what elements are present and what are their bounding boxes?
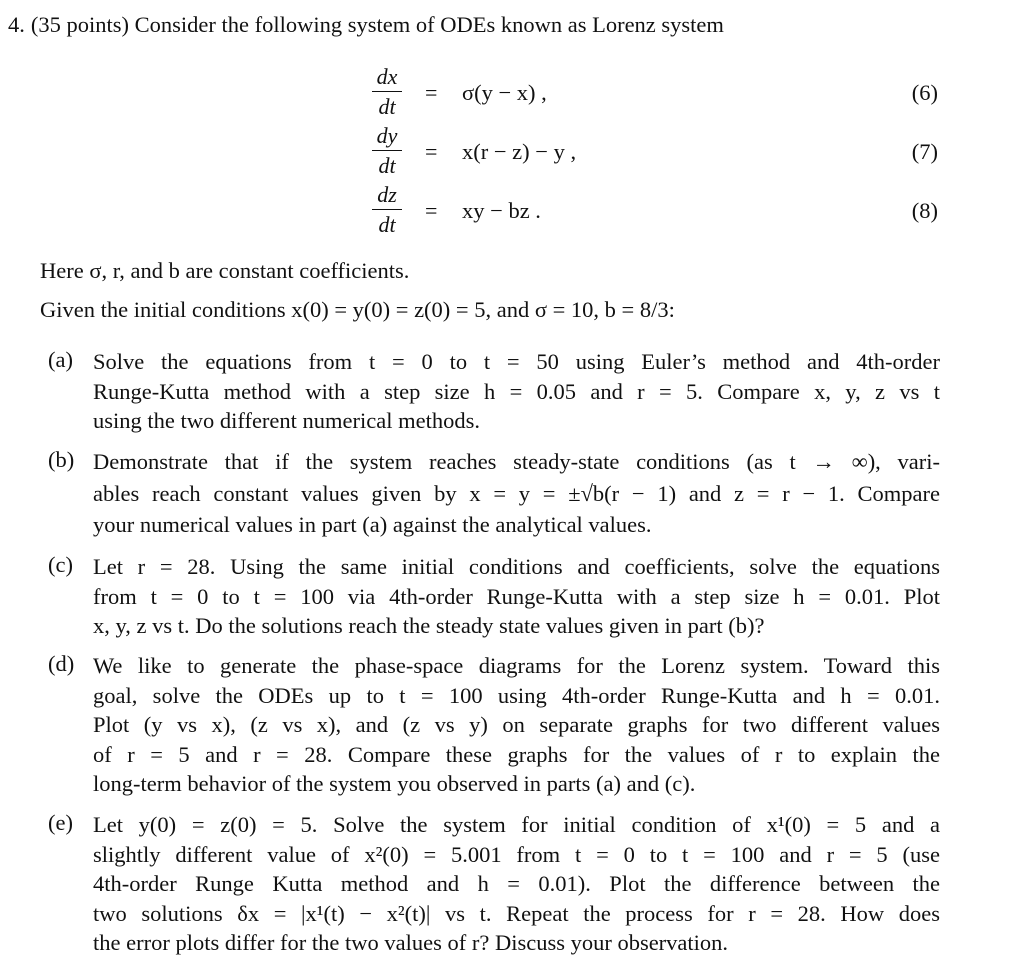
text-line: x, y, z vs t. Do the solutions reach the steady state values given in part (b)? — [93, 613, 765, 639]
text-line: 4th-order Runge Kutta method and h = 0.01). Plot the difference between the — [93, 871, 940, 897]
part-text — [93, 810, 940, 958]
equation-lhs — [372, 64, 402, 120]
equals-sign: = — [425, 80, 438, 105]
equation-lhs — [372, 123, 402, 179]
problem-header — [8, 12, 724, 38]
fraction-bar — [372, 150, 402, 151]
text-line: two solutions δx = |x¹(t) − x²(t)| vs t. Repeat the process for r = 28. How does — [93, 900, 940, 926]
text-line: Let r = 28. Using the same initial conditions and coefficients, solve the equations — [93, 554, 940, 579]
text-line: Let y(0) = z(0) = 5. Solve the system for initial condition of x¹(0) = 5 and a — [93, 812, 940, 837]
text-line: from t = 0 to t = 100 via 4th-order Runge-Kutta with a step size h = 0.01. Plot — [93, 583, 940, 609]
part-text — [93, 447, 940, 539]
text-line: your numerical values in part (a) against the analytical values. — [93, 511, 652, 537]
equation-lhs — [372, 182, 402, 238]
text-line: of r = 5 and r = 28. Compare these graphs for the values of r to explain the — [93, 741, 940, 767]
text-line: the error plots differ for the two values of r? Discuss your observation. — [93, 930, 729, 956]
fraction-denominator: dt — [378, 153, 396, 178]
equation-7 — [0, 123, 1024, 183]
equation-8 — [0, 182, 1024, 242]
text-line: ables reach constant values given by x = y = ±√b(r − 1) and z = r − 1. Compare — [93, 480, 940, 506]
equation-rhs: x(r − z) − y , — [462, 139, 577, 164]
text-line: long-term behavior of the system you observed in parts (a) and (c). — [93, 771, 696, 797]
text-line: slightly different value of x²(0) = 5.001 from t = 0 to t = 100 and r = 5 (use — [93, 841, 940, 867]
equation-rhs: σ(y − x) , — [462, 80, 547, 105]
part-text — [93, 651, 940, 799]
text-line: goal, solve the ODEs up to t = 100 using 4th-order Runge-Kutta and h = 0.01. — [93, 682, 940, 708]
equation-6 — [0, 64, 1024, 124]
fraction-numerator: dx — [376, 64, 398, 89]
equation-rhs: xy − bz . — [462, 198, 541, 223]
text-line: We like to generate the phase-space diagrams for the Lorenz system. Toward this — [93, 653, 940, 678]
equation-number: (7) — [911, 139, 938, 164]
text-line: Demonstrate that if the system reaches steady-state conditions (as t → ∞), vari- — [93, 449, 940, 474]
part-label: (e) — [48, 810, 73, 835]
part-text — [93, 552, 940, 641]
part-label: (b) — [48, 447, 75, 472]
text-line: Runge-Kutta method with a step size h = 0.05 and r = 5. Compare x, y, z vs t — [93, 378, 940, 404]
equals-sign: = — [425, 198, 438, 223]
problem-title: (35 points) Consider the following system of ODEs known as Lorenz system — [30, 12, 724, 37]
problem-number: 4. — [8, 12, 25, 37]
initial-conditions: Given the initial conditions x(0) = y(0) = z(0) = 5, and σ = 10, b = 8/3: — [40, 297, 675, 322]
equals-sign: = — [425, 139, 438, 164]
part-text — [93, 347, 940, 436]
fraction-bar — [372, 209, 402, 210]
fraction-numerator: dy — [376, 123, 398, 148]
fraction-denominator: dt — [378, 94, 396, 119]
coefficients-note: Here σ, r, and b are constant coefficients. — [40, 258, 410, 283]
equation-number: (8) — [911, 198, 938, 223]
text-line: using the two different numerical methods. — [93, 408, 480, 434]
fraction-numerator: dz — [377, 182, 397, 207]
equation-number: (6) — [911, 80, 938, 105]
fraction-denominator: dt — [378, 212, 396, 237]
fraction-bar — [372, 91, 402, 92]
text-line: Plot (y vs x), (z vs x), and (z vs y) on separate graphs for two different values — [93, 712, 940, 738]
part-label: (c) — [48, 552, 73, 577]
text-line: Solve the equations from t = 0 to t = 50 using Euler’s method and 4th-order — [93, 349, 940, 374]
part-label: (d) — [48, 651, 75, 676]
part-label: (a) — [48, 347, 73, 372]
